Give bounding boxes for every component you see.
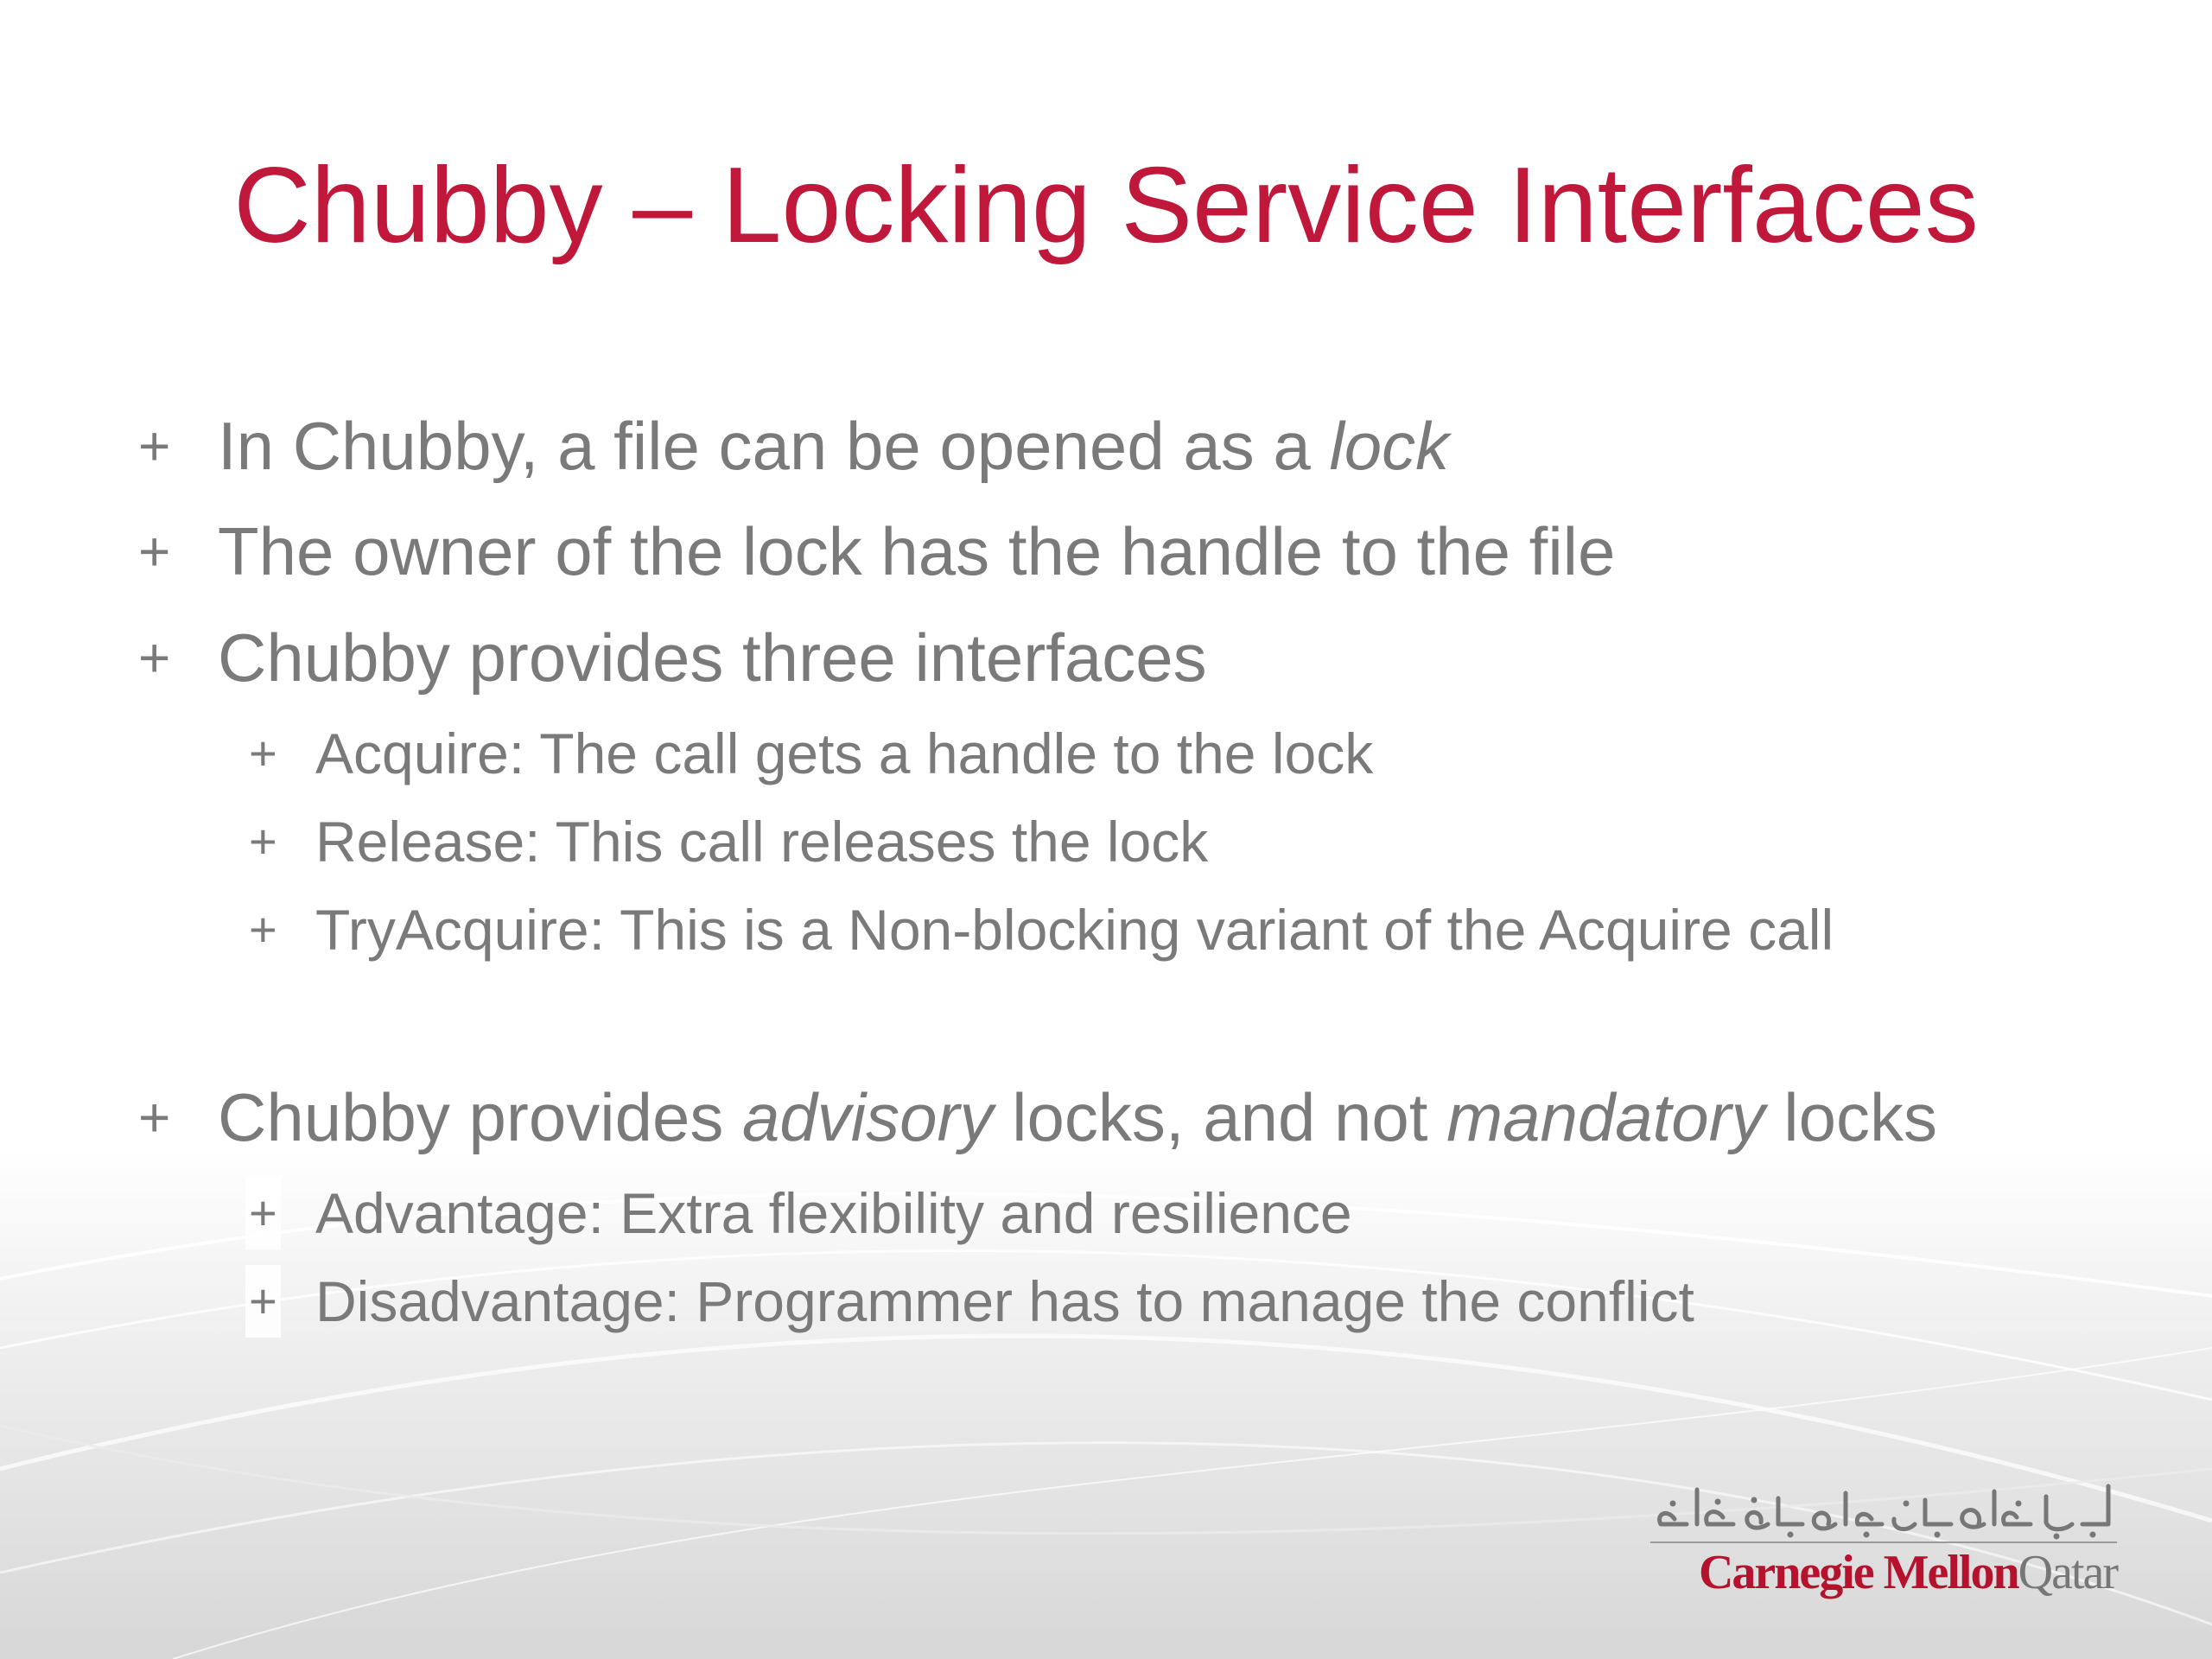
bullet-text: Chubby provides three interfaces [218,620,1207,696]
carnegie-mellon-qatar-logo [1633,1479,2117,1600]
logo-name-primary: Carnegie Mellon [1698,1546,2018,1599]
logo-name-secondary: Qatar [2018,1546,2117,1599]
arabic-wordmark-icon [1650,1479,2117,1540]
logo-divider [1650,1541,2117,1543]
sub-bullet-marker: + [249,726,277,780]
bullet-text: The owner of the lock has the handle to the file [218,513,1616,589]
bullet-text: Chubby provides advisory locks, and not mandatory locks [218,1079,1938,1155]
bullet-text: In Chubby, a file can be opened as a lock [218,408,1450,484]
sub-bullet-text: Advantage: Extra flexibility and resilience [315,1181,1352,1245]
sub-bullet-marker: + [249,814,277,868]
bullet-marker: + [138,1086,171,1148]
slide-title: Chubby – Locking Service Interfaces [233,146,1979,265]
bullet-marker: + [138,626,171,689]
sub-bullet-marker: + [245,1265,281,1338]
logo-wordmark [1699,1545,2117,1600]
sub-bullet-text: Disadvantage: Programmer has to manage the conflict [315,1269,1694,1333]
sub-bullet-text: TryAcquire: This is a Non-blocking variant of the Acquire call [315,898,1834,962]
bullet-marker: + [138,520,171,582]
bullet-marker: + [138,415,171,477]
sub-bullet-text: Release: This call releases the lock [315,810,1209,874]
sub-bullet-marker: + [245,1177,281,1249]
sub-bullet-text: Acquire: The call gets a handle to the lock [315,721,1374,785]
sub-bullet-marker: + [249,902,277,957]
